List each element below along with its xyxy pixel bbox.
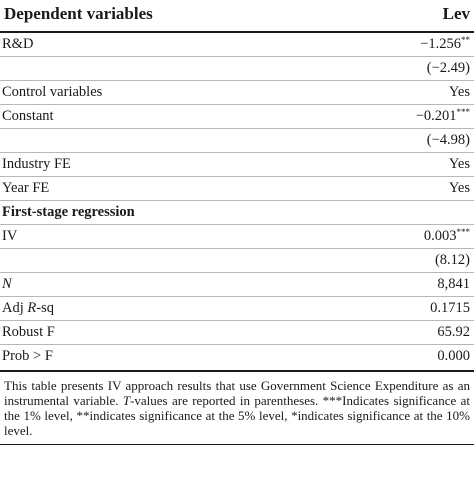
row-value: Yes <box>448 180 470 196</box>
row-constant <box>0 105 474 129</box>
section-label: First-stage regression <box>2 204 135 220</box>
row-label: Year FE <box>2 180 50 196</box>
header-column-lev: Lev <box>442 4 470 23</box>
row-value: Yes <box>448 156 470 172</box>
t-italic: T <box>122 393 131 408</box>
row-industry-fe <box>0 153 474 177</box>
row-label: Prob > F <box>2 348 53 364</box>
row-value: Yes <box>448 84 470 100</box>
row-value: 8,841 <box>437 276 470 292</box>
row-label: N <box>2 276 12 292</box>
row-label: Constant <box>2 108 54 124</box>
row-label: Robust F <box>2 324 55 340</box>
table-bottom-rule <box>0 370 474 372</box>
row-iv-tvalue <box>0 249 474 273</box>
footnote-bottom-rule <box>0 444 474 445</box>
row-control-variables <box>0 81 474 105</box>
row-label: Industry FE <box>2 156 71 172</box>
row-adj-r-sq <box>0 297 474 321</box>
row-value: 0.000 <box>437 348 470 364</box>
row-value: 65.92 <box>437 324 470 340</box>
significance-stars: ** <box>461 35 470 45</box>
row-robust-f <box>0 321 474 345</box>
row-label: IV <box>2 228 18 244</box>
row-label: Control variables <box>2 84 103 100</box>
row-value: −1.256** <box>420 35 470 52</box>
section-first-stage-regression <box>0 201 474 225</box>
row-iv <box>0 225 474 249</box>
row-label: Adj R-sq <box>2 300 54 316</box>
row-prob-f <box>0 345 474 369</box>
significance-stars: *** <box>456 107 470 117</box>
significance-stars: *** <box>456 227 470 237</box>
row-value: (8.12) <box>434 252 470 268</box>
header-label: Dependent variables <box>4 4 153 23</box>
row-value: (−4.98) <box>426 132 470 148</box>
row-constant-tvalue <box>0 129 474 153</box>
row-rd-tvalue <box>0 57 474 81</box>
row-value: (−2.49) <box>426 60 470 76</box>
row-n <box>0 273 474 297</box>
row-value: 0.003*** <box>423 227 470 244</box>
table-header <box>0 0 474 30</box>
row-value: −0.201*** <box>415 107 470 124</box>
table-footnote: This table presents IV approach results that use Government Science Expenditure as an instrumental variable. T-values are reported in parentheses. ***Indicates significance at the 1% level, **indicates significance at the 5% level, *indicates significance at the 10% level. <box>4 378 470 438</box>
row-label: R&D <box>2 36 34 52</box>
row-year-fe <box>0 177 474 201</box>
row-value: 0.1715 <box>430 300 470 316</box>
row-rd <box>0 33 474 57</box>
